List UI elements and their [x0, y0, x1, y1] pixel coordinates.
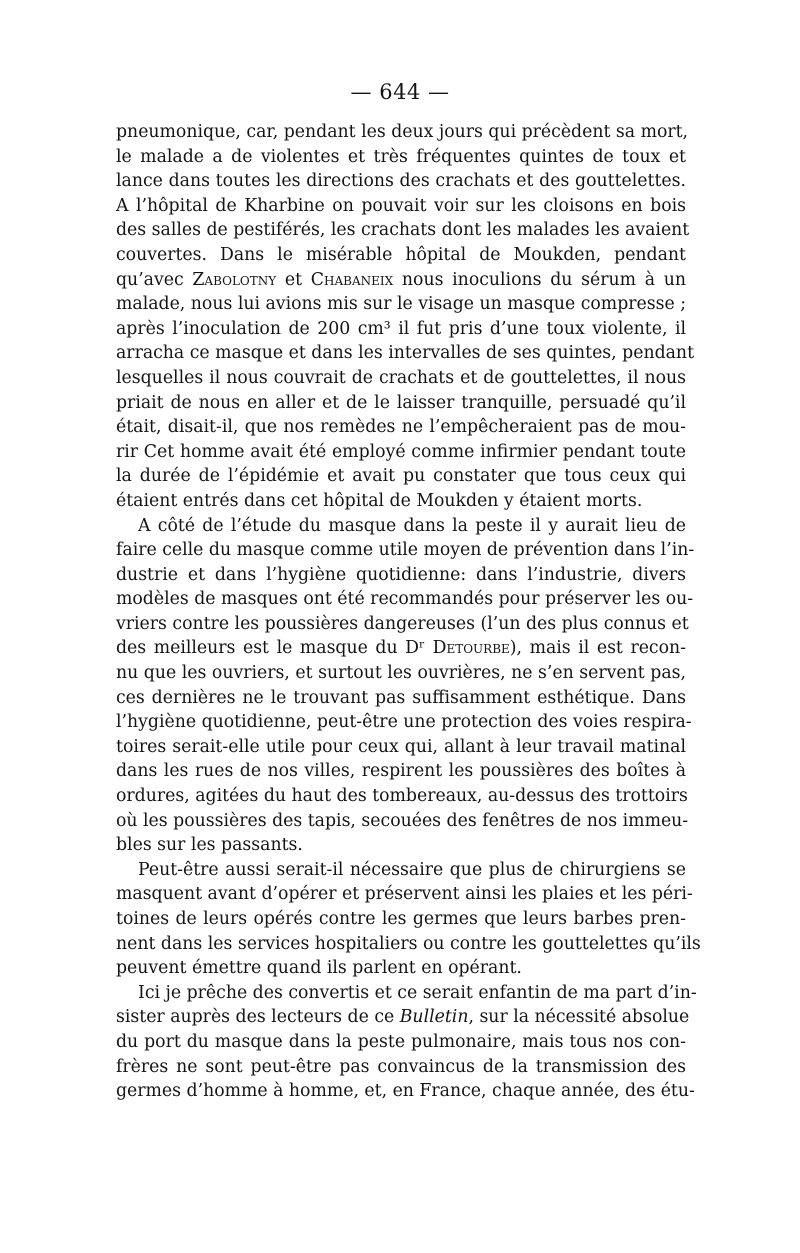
text-run: du port du masque dans la peste pulmonaire, mais tous nos con- [116, 1031, 686, 1052]
paragraph [116, 981, 697, 1104]
text-run: qu’avec [116, 269, 193, 290]
text-run: la durée de l’épidémie et avait pu constater que tous ceux qui [116, 466, 686, 487]
text-line [116, 563, 686, 588]
text-line [116, 218, 690, 243]
text-run: Peut-être aussi serait-il nécessaire que plus de chirurgiens se [138, 859, 686, 880]
text-line [116, 784, 686, 809]
text-run: ces dernières ne le trouvant pas suffisamment esthétique. Dans [116, 687, 686, 708]
small-caps-name: Detourbe [432, 638, 510, 659]
text-line [116, 366, 686, 391]
text-run: masquent avant d’opérer et préservent ainsi les plaies et les péri- [116, 884, 693, 905]
small-caps-name: Zabolotny [192, 269, 277, 290]
text-run: germes d’homme à homme, et, en France, chaque année, des étu- [116, 1081, 695, 1102]
text-run: où les poussières des tapis, secouées des fenêtres de nos immeu- [116, 810, 689, 831]
text-line [116, 907, 686, 932]
text-line [116, 661, 686, 686]
text-run: A côté de l’étude du masque dans la peste il y aurait lieu de [138, 515, 686, 536]
text-run: dustrie et dans l’hygiène quotidienne: dans l’industrie, divers [116, 564, 686, 585]
text-line [116, 440, 686, 465]
text-run: des meilleurs est le masque du Dʳ [116, 638, 433, 659]
text-line [116, 145, 686, 170]
text-run: rir Cet homme avait été employé comme infirmier pendant toute [116, 441, 686, 462]
text-line [116, 686, 686, 711]
text-run: malade, nous lui avions mis sur le visage un masque compresse ; [116, 294, 687, 315]
text-line [116, 1055, 686, 1080]
text-run: frères ne sont peut-être pas convaincus de la transmission des [116, 1056, 686, 1077]
text-line [116, 489, 686, 514]
paragraph [116, 858, 701, 981]
text-run: couvertes. Dans le misérable hôpital de Moukden, pendant [116, 244, 686, 265]
text-line [116, 292, 686, 317]
text-run: faire celle du masque comme utile moyen de prévention dans l’in- [116, 540, 695, 561]
text-run: sister auprès des lecteurs de ce [116, 1007, 400, 1028]
text-line [116, 268, 686, 293]
text-line [116, 833, 686, 858]
paragraph [116, 514, 695, 858]
text-line [116, 981, 697, 1006]
text-line [116, 956, 686, 981]
text-run: l’hygiène quotidienne, peut-être une protection des voies respira- [116, 712, 692, 733]
text-run: ordures, agitées du haut des tombereaux, au-dessus des trottoirs [116, 786, 688, 807]
text-line [116, 514, 686, 539]
text-line [116, 587, 694, 612]
text-line [116, 759, 686, 784]
text-line [116, 858, 686, 883]
text-run: toires serait-elle utile pour ceux qui, allant à leur travail matinal [116, 736, 686, 757]
text-run: toines de leurs opérés contre les germes que leurs barbes pren- [116, 909, 686, 929]
page-number: — 644 — [350, 80, 450, 104]
small-caps-name: Chabaneix [310, 269, 394, 290]
text-line [116, 341, 695, 366]
text-run: était, disait-il, que nos remèdes ne l’empêcheraient pas de mou- [116, 417, 686, 438]
text-run: dans les rues de nos villes, respirent les poussières des boîtes à [116, 761, 686, 782]
text-line [116, 932, 701, 957]
page-body [116, 120, 701, 1104]
text-line [116, 710, 692, 735]
text-line [116, 636, 686, 661]
text-run: Ici je prêche des convertis et ce serait enfantin de ma part d’in- [138, 982, 697, 1003]
text-run: , sur la nécessité absolue [468, 1007, 690, 1028]
text-run: étaient entrés dans cet hôpital de Moukden y étaient morts. [116, 490, 643, 511]
text-line [116, 538, 695, 563]
text-run: lance dans toutes les directions des crachats et des gouttelettes. [116, 171, 686, 192]
text-run: nu que les ouvriers, et surtout les ouvrières, ne s’en servent pas, [116, 663, 686, 684]
text-run: et [276, 269, 311, 290]
text-run: nent dans les services hospitaliers ou contre les gouttelettes qu’ils [116, 933, 701, 954]
text-line [116, 1030, 686, 1055]
text-run: vriers contre les poussières dangereuses (l’un des plus connus et [116, 613, 689, 634]
text-line [116, 415, 686, 440]
text-run: arracha ce masque et dans les intervalles de ses quintes, pendant [116, 343, 695, 364]
text-line [116, 169, 686, 194]
text-run: pneumonique, car, pendant les deux jours qui précèdent sa mort, [116, 122, 689, 142]
text-run: bles sur les passants. [116, 835, 303, 856]
text-line [116, 120, 689, 145]
text-line [116, 882, 693, 907]
text-line [116, 809, 689, 834]
text-run: priait de nous en aller et de le laisser tranquille, persuadé qu’il [116, 392, 686, 413]
text-run: peuvent émettre quand ils parlent en opérant. [116, 958, 522, 979]
text-line [116, 243, 686, 268]
italic-text: Bulletin [399, 1007, 469, 1028]
text-line [116, 1079, 695, 1104]
text-line [116, 391, 686, 416]
text-run: des salles de pestiférés, les crachats dont les malades les avaient [116, 220, 690, 241]
text-line [116, 317, 686, 342]
text-run: nous inoculions du sérum à un [393, 269, 686, 290]
text-run: A l’hôpital de Kharbine on pouvait voir sur les cloisons en bois [116, 195, 686, 216]
paragraph [116, 120, 695, 514]
text-run: ), mais il est recon- [509, 638, 686, 659]
text-run: modèles de masques ont été recommandés pour préserver les ou- [116, 589, 694, 610]
text-line [116, 194, 686, 219]
text-line [116, 735, 686, 760]
text-line [116, 464, 686, 489]
text-run: après l’inoculation de 200 cm³ il fut pris d’une toux violente, il [116, 318, 686, 339]
text-run: le malade a de violentes et très fréquentes quintes de toux et [116, 146, 686, 167]
text-run: lesquelles il nous couvrait de crachats et de gouttelettes, il nous [116, 367, 686, 388]
text-line [116, 1005, 690, 1030]
text-line [116, 612, 689, 637]
